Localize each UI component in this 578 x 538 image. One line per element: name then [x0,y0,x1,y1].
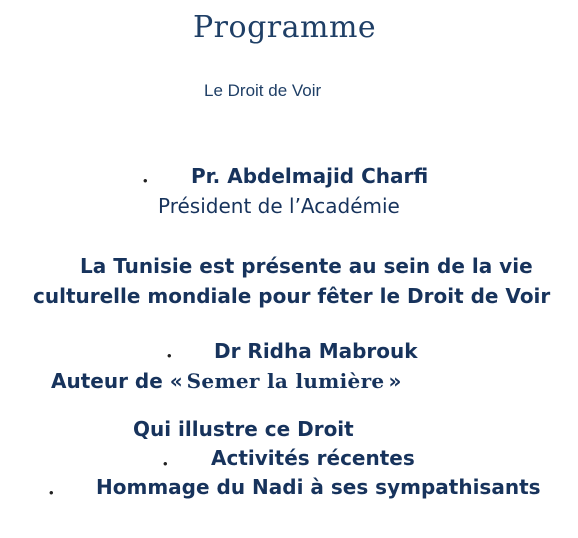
bullet-icon: • [167,348,172,363]
list-item: Hommage du Nadi à ses sympathisants [96,475,541,499]
illustrates-text: Qui illustre ce Droit [133,417,354,441]
bullet-icon: • [143,173,148,188]
speaker1-name: Pr. Abdelmajid Charfi [191,164,429,188]
book-line [51,371,401,392]
statement-line-1: La Tunisie est présente au sein de la vie [80,254,533,278]
book-prefix: Auteur de « [51,369,183,393]
book-title: Semer la lumière [186,369,385,393]
speaker1-role: Président de l’Académie [158,194,400,218]
bullet-icon: • [49,485,54,500]
bullet-icon: • [163,456,168,471]
list-item: Activités récentes [211,446,415,470]
speaker2-name: Dr Ridha Mabrouk [214,339,418,363]
book-suffix: » [388,369,402,393]
statement-line-2: culturelle mondiale pour fêter le Droit de Voir [33,284,551,308]
page-subtitle: Le Droit de Voir [204,81,322,100]
page-title: Programme [193,10,377,45]
